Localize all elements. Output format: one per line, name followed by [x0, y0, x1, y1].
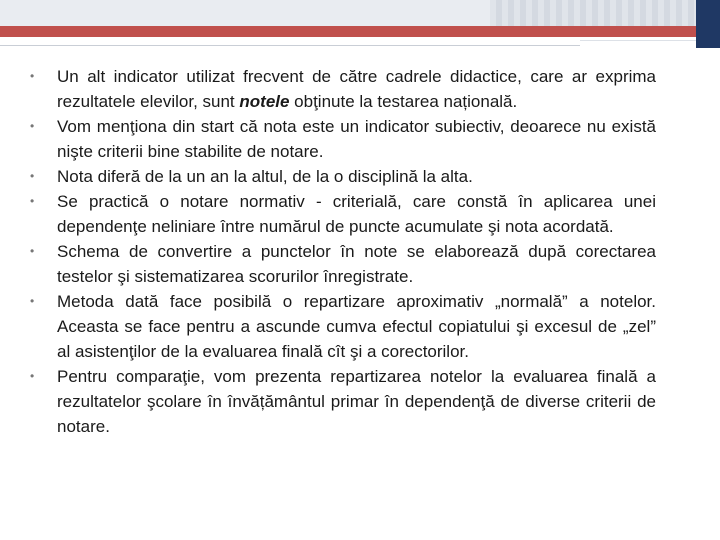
bullet-text: Vom menţiona din start că nota este un indicator subiectiv, deoarece nu există nişte criterii bine stabilite de notare.: [57, 117, 656, 161]
bullet-dot-icon: •: [30, 294, 35, 308]
bullet-item: [30, 239, 656, 289]
bullet-dot-icon: •: [30, 369, 35, 383]
bullet-dot-icon: •: [30, 119, 35, 133]
bullet-text: Metoda dată face posibilă o repartizare aproximativ „normală” a notelor. Aceasta se face pentru a ascunde cumva efectul copiatului şi excesul de „zel” al asistenţilor de la evaluarea finală cît şi a corectorilor.: [57, 292, 656, 361]
bullet-item: [30, 164, 656, 189]
bullet-item: [30, 364, 656, 439]
accent-navy-bar: [696, 0, 720, 48]
bullet-text: Schema de convertire a punctelor în note se elaborează după corectarea testelor şi sistematizarea scorurilor înregistrate.: [57, 242, 656, 286]
bullet-item: [30, 64, 656, 114]
bullet-text-after: obţinute la testarea națională.: [289, 92, 518, 111]
bullet-item: [30, 189, 656, 239]
bullet-list: [30, 64, 656, 439]
bullet-text: Pentru comparaţie, vom prezenta repartizarea notelor la evaluarea finală a rezultatelor şcolare în învățământul primar în dependenţă de diverse criterii de notare.: [57, 367, 656, 436]
bullet-item: [30, 289, 656, 364]
bullet-dot-icon: •: [30, 69, 35, 83]
bullet-text-before: Un alt indicator utilizat frecvent de către cadrele didactice, care ar exprima rezultatele elevilor, sunt: [57, 67, 656, 111]
divider-line: [0, 45, 580, 46]
divider-line-secondary: [580, 40, 696, 41]
accent-red-bar: [0, 26, 696, 37]
bullet-emphasis: notele: [239, 92, 290, 111]
bullet-dot-icon: •: [30, 194, 35, 208]
bullet-item: [30, 114, 656, 164]
bullet-text: Nota diferă de la un an la altul, de la o disciplină la alta.: [57, 167, 473, 186]
header-stripes: [490, 0, 720, 26]
bullet-dot-icon: •: [30, 244, 35, 258]
bullet-dot-icon: •: [30, 169, 35, 183]
bullet-text: Se practică o notare normativ - criterială, care constă în aplicarea unei dependenţe neliniare între numărul de puncte acumulate şi nota acordată.: [57, 192, 656, 236]
